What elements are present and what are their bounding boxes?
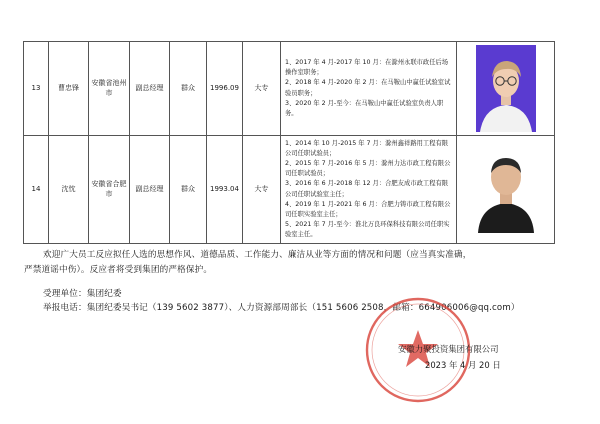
cell-birth: 1993.04	[207, 136, 243, 244]
cell-name: 沈忱	[49, 136, 89, 244]
cell-position: 副总经理	[130, 136, 170, 244]
table-row	[24, 136, 555, 244]
cell-party: 群众	[170, 136, 207, 244]
cell-position: 副总经理	[130, 42, 170, 136]
cell-photo	[457, 136, 555, 244]
issuer-organization: 安徽力聚投资集团有限公司	[398, 344, 499, 354]
cell-origin: 安徽省池州市	[89, 42, 130, 136]
cell-birth: 1996.09	[207, 42, 243, 136]
candidates-table	[23, 41, 555, 244]
receiver-line: 受理单位：集团纪委	[43, 289, 122, 299]
cell-no: 13	[24, 42, 49, 136]
cell-no: 14	[24, 136, 49, 244]
notice-paragraph-line2: 严禁道谣中伤）。反应者将受到集团的严格保护。	[24, 265, 213, 275]
candidate-photo	[476, 45, 536, 132]
cell-name: 曹忠锋	[49, 42, 89, 136]
table-row	[24, 42, 555, 136]
experience-line: 4、2019 年 1 月-2021 年 6 月：合肥力铸市政工程有限公司任职实验室主任；	[285, 200, 451, 218]
candidate-photo	[476, 146, 536, 233]
cell-party: 群众	[170, 42, 207, 136]
cell-education: 大专	[243, 42, 281, 136]
cell-experience	[281, 136, 457, 244]
experience-line: 1、2017 年 4 月-2017 年 10 月：在滁州永联市政任后场操作室职务；	[285, 59, 449, 77]
experience-line: 3、2020 年 2 月-至今：在马鞍山中赢任试验室负责人职务。	[285, 99, 444, 117]
cell-education: 大专	[243, 136, 281, 244]
experience-line: 2、2015 年 7 月-2016 年 5 月：滁州力达市政工程有限公司任职试验员；	[285, 160, 451, 178]
issue-date: 2023 年 4 月 20 日	[425, 360, 501, 370]
experience-line: 1、2014 年 10 月-2015 年 7 月：滁州鑫祥路用工程有限公司任职试验员；	[285, 140, 449, 158]
cell-origin: 安徽省合肥市	[89, 136, 130, 244]
notice-paragraph-line1: 欢迎广大员工反应拟任人选的思想作风、道德品质、工作能力、廉洁从业等方面的情况和问题（应当真实准确，	[43, 250, 472, 260]
hotline-line: 举报电话：集团纪委吴书记（139 5602 3877）、人力资源部周部长（151 5606 2508，邮箱：664906006@qq.com）	[43, 303, 520, 313]
experience-line: 2、2018 年 4 月-2020 年 2 月：在马鞍山中赢任试验室试验员职务；	[285, 79, 451, 97]
experience-line: 3、2016 年 6 月-2018 年 12 月：合肥友成市政工程有限公司任职试验室主任；	[285, 180, 449, 198]
cell-photo	[457, 42, 555, 136]
cell-experience	[281, 42, 457, 136]
experience-line: 5、2021 年 7 月-至今：淮北万良环保科技有限公司任职实验室主任。	[285, 220, 450, 238]
